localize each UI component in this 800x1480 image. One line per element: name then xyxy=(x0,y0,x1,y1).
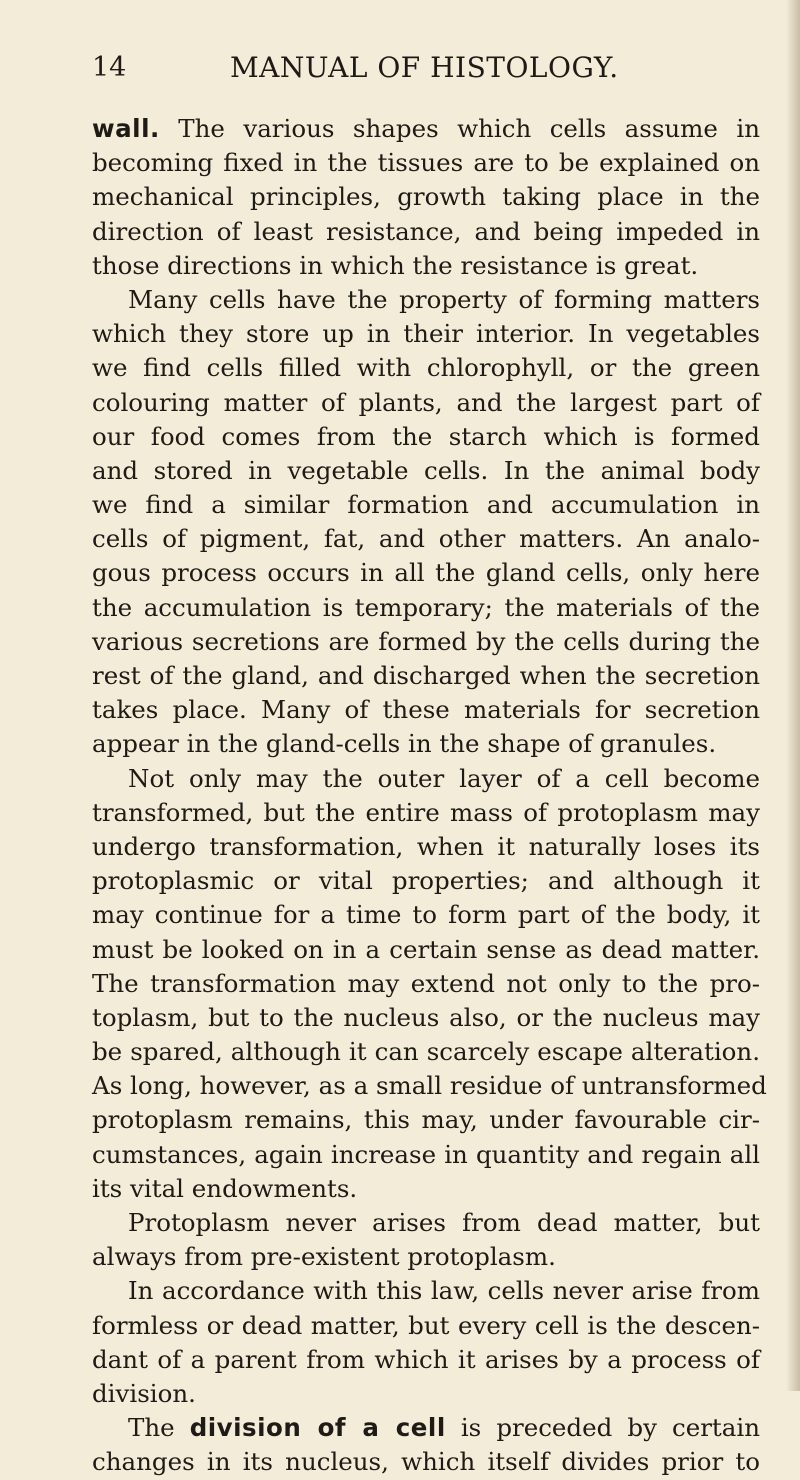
text-line xyxy=(92,522,760,556)
text-line xyxy=(92,591,760,625)
text-run: division. xyxy=(92,1378,196,1408)
text-run: its vital endowments. xyxy=(92,1173,358,1203)
text-run: toplasm, but to the nucleus also, or the nucleus may xyxy=(92,1002,760,1032)
text-line xyxy=(92,1445,760,1479)
text-line xyxy=(92,556,760,590)
text-line xyxy=(92,1240,760,1274)
text-line xyxy=(92,1138,760,1172)
text-line xyxy=(92,1274,760,1308)
text-line xyxy=(92,1103,760,1137)
text-run: dant of a parent from which it arises by a process of xyxy=(92,1344,760,1374)
text-run: those directions in which the resistance is great. xyxy=(92,250,699,280)
text-line xyxy=(92,898,760,932)
text-run: gous process occurs in all the gland cells, only here xyxy=(92,558,760,588)
text-run: we find cells filled with chlorophyll, or the green xyxy=(92,353,760,383)
text-run: and stored in vegetable cells. In the animal body xyxy=(92,455,760,485)
text-line xyxy=(92,386,760,420)
page-number: 14 xyxy=(92,52,127,83)
text-run: Protoplasm never arises from dead matter, but xyxy=(128,1208,760,1237)
running-head: MANUAL OF HISTOLOGY. xyxy=(230,51,619,84)
text-run: is preceded by certain xyxy=(445,1413,760,1443)
text-line xyxy=(92,351,760,385)
text-run: must be looked on in a certain sense as dead matter. xyxy=(92,934,760,964)
text-run: The xyxy=(128,1413,190,1443)
text-line xyxy=(92,1377,760,1411)
text-run: undergo transformation, when it naturally loses its xyxy=(92,831,760,861)
text-line xyxy=(92,420,760,454)
text-line xyxy=(92,180,760,214)
text-run: rest of the gland, and discharged when the secretion xyxy=(92,661,760,690)
page-edge-shadow xyxy=(786,0,800,1391)
text-line xyxy=(92,625,760,659)
text-run: may continue for a time to form part of the body, it xyxy=(92,900,760,930)
text-line xyxy=(92,864,760,898)
text-run: our food comes from the starch which is formed xyxy=(92,421,760,451)
text-run: appear in the gland-cells in the shape of granules. xyxy=(92,729,717,759)
text-run: Many cells have the property of forming matters xyxy=(128,284,760,314)
text-line xyxy=(92,1172,760,1206)
text-line xyxy=(92,454,760,488)
text-run: The various shapes which cells assume in xyxy=(159,114,760,143)
text-line xyxy=(92,1309,760,1343)
page-header xyxy=(92,52,752,92)
text-line xyxy=(92,693,760,727)
text-run: the accumulation is temporary; the materials of the xyxy=(92,592,760,622)
text-run: various secretions are formed by the cells during the xyxy=(92,626,760,656)
text-run: The transformation may extend not only to the pro- xyxy=(92,968,760,998)
text-line xyxy=(92,933,760,967)
text-run: changes in its nucleus, which itself divides prior to xyxy=(92,1447,760,1477)
text-line xyxy=(92,1001,760,1035)
text-line xyxy=(92,1069,767,1103)
bold-term: division of a cell xyxy=(189,1413,446,1443)
text-line xyxy=(92,488,760,522)
text-line xyxy=(92,1206,760,1240)
text-run: be spared, although it can scarcely escape alteration. xyxy=(92,1037,760,1067)
text-line xyxy=(92,283,760,317)
text-line xyxy=(92,317,760,351)
text-run: which they store up in their interior. In vegetables xyxy=(92,319,760,349)
text-line xyxy=(92,1343,760,1377)
text-line xyxy=(92,112,760,146)
text-run: direction of least resistance, and being impeded in xyxy=(92,216,760,246)
bold-term: wall. xyxy=(92,114,160,143)
text-run: cumstances, again increase in quantity and regain all xyxy=(92,1139,760,1169)
text-run: colouring matter of plants, and the largest part of xyxy=(92,387,760,417)
text-line xyxy=(92,215,760,249)
text-run: mechanical principles, growth taking place in the xyxy=(92,182,760,212)
text-line xyxy=(92,830,760,864)
body-text xyxy=(92,112,767,1480)
text-run: protoplasm remains, this may, under favourable cir- xyxy=(92,1105,760,1135)
text-run: Not only may the outer layer of a cell become xyxy=(128,763,760,793)
text-line xyxy=(92,659,760,693)
text-line xyxy=(92,727,760,761)
text-run: formless or dead matter, but every cell is the descen- xyxy=(92,1310,760,1340)
text-run: protoplasmic or vital properties; and although it xyxy=(92,866,760,896)
text-run: always from pre-existent protoplasm. xyxy=(92,1242,556,1272)
text-run: we find a similar formation and accumulation in xyxy=(92,490,760,520)
text-line xyxy=(92,796,760,830)
text-run: In accordance with this law, cells never arise from xyxy=(128,1276,760,1306)
text-line xyxy=(92,967,760,1001)
text-run: becoming fixed in the tissues are to be explained on xyxy=(92,148,760,178)
text-line xyxy=(92,762,760,796)
text-run: As long, however, as a small residue of untransformed xyxy=(92,1071,767,1101)
text-run: transformed, but the entire mass of protoplasm may xyxy=(92,797,760,827)
text-line xyxy=(92,146,760,180)
text-line xyxy=(92,249,760,283)
text-run: cells of pigment, fat, and other matters. An analo- xyxy=(92,524,760,554)
text-run: takes place. Many of these materials for secretion xyxy=(92,695,760,725)
text-line xyxy=(92,1411,760,1445)
text-line xyxy=(92,1035,760,1069)
